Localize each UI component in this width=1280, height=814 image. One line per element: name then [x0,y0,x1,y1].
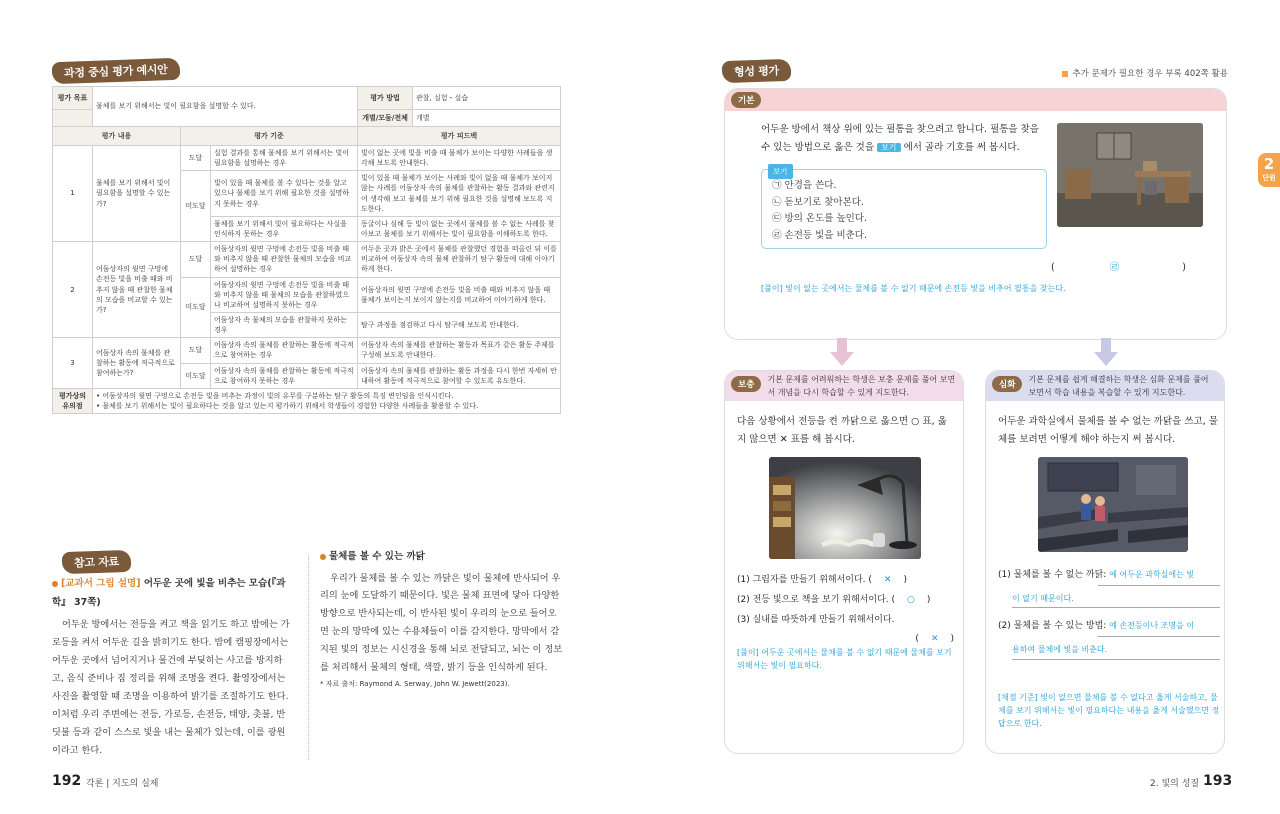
item-answer: ○ [907,594,915,605]
supplement-explanation: [풀이] 어두운 곳에서는 물체를 볼 수 없기 때문에 물체를 보기 위해서는 빛이 필요하다. [737,648,952,670]
basic-explanation: [풀이] 빛이 없는 곳에서는 물체를 볼 수 없기 때문에 손전등 빛을 비추어 필통을 찾는다. [761,284,1066,293]
supplement-box [724,370,964,754]
science-room-image [1038,457,1188,552]
col-criteria: 평가 기준 [181,127,358,146]
advanced-q2 [998,618,1220,635]
unit-number: 2 [1263,155,1275,173]
row-feedback: 어두운 곳과 밝은 곳에서 물체를 관찰했던 경험을 떠올린 뒤 이를 비교하여 어둠상자 속의 물체 관찰하기 탐구 활동에 대해 이야기하게 한다. [358,242,561,277]
supplement-desc: 기본 문제를 어려워하는 학생은 보충 문제를 풀어 보면서 개념을 다시 학습할 수 있게 지도한다. [767,375,956,397]
caution-text: • 어둠상자의 윗면 구멍으로 손전등 빛을 비추는 과정이 빛의 유무를 구분하는 탐구 활동의 특징 변인임을 인식시킨다. • 물체를 보기 위해서는 빛이 필요하다는 것을 알고 있는지 평가하기 위해서 학생들이 경험한 다양한 사례들을 활용할 수 있다. [93,388,561,413]
advanced-q1 [998,567,1220,584]
ref-item2-body: 우리가 물체를 볼 수 있는 까닭은 빛이 물체에 반사되어 우리의 눈에 도달하기 때문이다. 빛은 물체 표면에 닿아 다양한 방향으로 반사되는데, 이 반사된 빛이 우리의 눈으로 들어오면 눈의 망막에 있는 수용체들이 이를 감지한다. 망막에서 감지된 빛의 정보는 시신경을 통해 뇌로 전달되고, 뇌는 이 정보를 처리해서 물체의 형태, 색깔, 밝기 등을 인식하게 된다. [320,572,563,674]
paren-open: ( [1051,262,1055,273]
goal-label: 평가 목표 [53,87,93,110]
row-criteria: 어둠상자 속의 물체를 관찰하는 활동에 적극적으로 참여하지 못하는 경우 [211,363,358,388]
row-feedback: 어둠상자 속의 물체를 관찰하는 활동과 목표가 같은 활동 주제를 구성해 보도록 안내한다. [358,338,561,363]
row-content: 물체를 보기 위해서 빛이 필요함을 설명할 수 있는가? [93,146,181,242]
bogi-option: ㉢ 방의 온도를 높인다. [772,213,867,225]
row-feedback: 동굴이나 심해 등 빛이 없는 곳에서 물체를 볼 수 없는 사례를 찾아보고 물체를 보기 위해서는 빛이 필요함을 이해하도록 한다. [358,216,561,241]
q2-answer-b: 용하여 물체에 빛을 비춘다. [1012,645,1108,655]
section-title-reference: 참고 자료 [62,550,132,574]
dark-room-image [1057,123,1203,227]
ref-source: * 자료 출처: Raymond A. Serway, John W. Jewett(2023). [320,680,510,689]
bullet-icon [52,581,58,587]
q2-answer-a: 예 손전등이나 조명을 이 [1109,621,1195,631]
answer-line [1012,658,1220,660]
supplement-item [737,571,962,591]
reference-col-2 [320,548,565,690]
q1-answer-a: 예 어두운 과학실에는 빛 [1109,570,1195,579]
q2-label: (2) 물체를 볼 수 있는 방법: [998,621,1107,632]
row-level: 도달 [181,146,211,171]
basic-answer [1051,259,1191,277]
supplement-items [737,571,962,650]
row-level: 미도달 [181,171,211,242]
method-label: 평가 방법 [358,87,413,110]
row-level: 도달 [181,242,211,277]
section-title-assessment: 과정 중심 평가 예시안 [52,58,180,84]
item-text: (2) 전등 빛으로 책을 보기 위해서이다. ( [737,594,896,605]
bullet-icon [320,554,326,560]
row-level: 미도달 [181,277,211,338]
ref-item1-body: 어두운 방에서는 전등을 켜고 책을 읽기도 하고 밤에는 가로등을 켜서 어두운 길을 밝히기도 한다. 밤에 캠핑장에서는 어두운 곳에서 넘어지거나 물건에 부딪히는 사고를 방지하고, 음식 준비나 짐 정리를 위해 조명을 켠다. 촬영장에서는 사진을 촬영할 때 조명을 이용하여 밝기를 조절하기도 한다. 이처럼 우리 주변에는 전등, 가로등, 손전등, 태양, 촛불, 반딧불 등과 같이 스스로 빛을 내는 물체가 있는데, 이를 광원이라고 한다. [52,619,290,756]
page-number: 193 [1203,773,1233,789]
row-level: 도달 [181,338,211,363]
supplement-bar [725,371,963,401]
caution-item: 어둠상자의 윗면 구멍으로 손전등 빛을 비추는 과정이 빛의 유무를 구분하는 탐구 활동의 특징 변인임을 인식시킨다. [102,391,454,400]
item-text: (1) 그림자를 만들기 위해서이다. ( [737,575,872,585]
row-content: 어둠상자의 윗면 구멍에 손전등 빛을 비출 때와 비추지 않을 때 관찰한 물체의 모습을 비교할 수 있는가? [93,242,181,338]
caution-item: 물체를 보기 위해서는 빛이 필요하다는 것을 알고 있는지 평가하기 위해서 학생들이 경험한 다양한 사례들을 활용할 수 있다. [102,401,479,410]
bogi-inline-tag: 보기 [877,143,900,152]
unit-tab [1258,153,1280,187]
column-divider [308,555,309,760]
group-value: 개별 [413,110,561,127]
table-row [53,242,561,277]
basic-bar [725,89,1226,111]
ref-item2-title: 물체를 볼 수 있는 까닭 [329,551,425,562]
unit-label: 단원 [1262,174,1276,182]
supplement-question: 다음 상황에서 전등을 켠 까닭으로 옳으면 ○ 표, 옳지 않으면 ✕ 표를 해 봅시다. [737,416,947,445]
item-text: (3) 실내를 따뜻하게 만들기 위해서이다. [737,614,895,625]
paren-close: ) [950,634,954,645]
group-label: 개별/모둠/전체 [358,110,413,127]
q1-label: (1) 물체를 볼 수 없는 까닭: [998,570,1107,580]
row-feedback: 빛이 있을 때 물체가 보이는 사례와 빛이 없을 때 물체가 보이지 않는 사례를 어둠상자 속의 물체를 관찰하는 활동 결과와 관련지어 생각해 보고 물체를 보기 위해 필요한 것을 설명해 보도록 지도한다. [358,171,561,217]
basic-pill: 기본 [731,92,761,108]
basic-question [761,121,1051,156]
arrow-down-icon [830,338,854,366]
item-close: ) [903,575,907,585]
bogi-box [761,169,1047,249]
basic-answer-value: ㉣ [1109,262,1120,273]
ref-item2-head [320,548,565,567]
item-answer: ✕ [930,634,939,645]
row-criteria: 실험 결과를 통해 물체를 보기 위해서는 빛이 필요함을 설명하는 경우 [211,146,358,171]
basic-question-a: 어두운 방에서 책상 위에 있는 필통을 찾으려고 합니다. 필통을 찾을 수 있는 방법으로 옳은 것을 [761,124,1039,153]
advanced-criteria: [채점 기준] 빛이 없으면 물체를 볼 수 없다고 옳게 서술하고, 물체를 보기 위해서는 빛이 필요하다는 내용을 옳게 서술했으면 정답으로 한다. [998,693,1220,729]
ref-item1-title: 어두운 곳에 빛을 비추는 모습(『과학』 37쪽) [52,578,286,608]
table-row [53,338,561,363]
advanced-pill: 심화 [992,376,1022,392]
row-criteria: 빛이 있을 때 물체를 볼 수 있다는 것을 알고 있으나 물체를 보기 위해 필요한 것을 설명하지 못하는 경우 [211,171,358,217]
item-close: ) [926,594,931,605]
goal-text: 물체를 보기 위해서는 빛이 필요함을 설명할 수 있다. [93,87,358,127]
arrow-down-icon [1094,338,1118,366]
item-answer: ✕ [883,575,892,585]
row-num: 3 [53,338,93,389]
paren-open: ( [915,634,919,645]
top-note [1062,67,1228,79]
row-criteria: 어둠상자 속의 물체를 관찰하는 활동에 적극적으로 참여하는 경우 [211,338,358,363]
ref-item1-head [52,575,292,612]
answer-line [1098,635,1220,637]
lamp-illustration [769,457,921,559]
row-num: 1 [53,146,93,242]
row-feedback: 어둠상자의 윗면 구멍에 손전등 빛을 비출 때와 비추지 않을 때 물체가 보이는지 보이지 않는지를 비교하여 이야기하게 한다. [358,277,561,312]
advanced-answers [998,567,1220,660]
paren-close: ) [1182,262,1187,273]
supplement-item [737,591,962,611]
method-value: 관찰, 실험・실습 [413,87,561,110]
row-level: 미도달 [181,363,211,388]
row-num: 2 [53,242,93,338]
advanced-box [985,370,1225,754]
footer-text: 2. 빛의 성질 [1150,779,1200,789]
supplement-item [737,611,962,631]
dark-room-illustration [1057,123,1203,227]
caution-row [53,388,561,413]
top-note-text: 추가 문제가 필요한 경우 부록 402쪽 활용 [1072,69,1228,79]
answer-line [1098,584,1220,586]
row-content: 어둠상자 속의 물체를 관찰하는 활동에 적극적으로 참여하는가? [93,338,181,389]
table-row [53,146,561,171]
caution-label: 평가상의 유의점 [53,388,93,413]
q1-answer-b: 이 없기 때문이다. [1012,593,1074,603]
lamp-image [769,457,921,559]
square-bullet-icon [1062,71,1068,77]
advanced-bar [986,371,1224,401]
col-feedback: 평가 피드백 [358,127,561,146]
page-number: 192 [52,773,82,789]
supplement-pill: 보충 [731,376,761,392]
row-feedback: 어둠상자 속의 물체를 관찰하는 활동 과정을 다시 한번 자세히 안내하여 활동에 적극적으로 참여할 수 있도록 유도한다. [358,363,561,388]
row-criteria: 물체를 보기 위해서 빛이 필요하다는 사실을 인식하지 못하는 경우 [211,216,358,241]
bogi-option: ㉣ 손전등 빛을 비춘다. [772,229,867,241]
bogi-option: ㉠ 안경을 쓴다. [772,180,837,191]
col-content: 평가 내용 [53,127,181,146]
basic-question-box [724,88,1227,340]
row-criteria: 어둠상자의 윗면 구멍에 손전등 빛을 비출 때와 비추지 않을 때 물체의 모습을 관찰하였으나 비교하여 설명하지 못하는 경우 [211,277,358,312]
ref-item1-prefix: [교과서 그림 설명] [61,578,141,589]
reference-col-1 [52,575,292,760]
row-criteria: 어둠상자 속 물체의 모습을 관찰하지 못하는 경우 [211,312,358,337]
advanced-desc: 기본 문제를 쉽게 해결하는 학생은 심화 문제를 풀어 보면서 학습 내용을 복습할 수 있게 지도한다. [1028,375,1209,397]
assessment-table [52,86,561,414]
row-feedback: 탐구 과정을 점검하고 다시 탐구해 보도록 안내한다. [358,312,561,337]
footer-text: 각론 | 지도의 실제 [86,779,159,789]
row-criteria: 어둠상자의 윗면 구멍에 손전등 빛을 비출 때와 비추지 않을 때 관찰한 물체의 모습을 비교하여 설명하는 경우 [211,242,358,277]
science-room-illustration [1038,457,1188,552]
bogi-option: ㉡ 돋보기로 찾아본다. [772,196,864,208]
answer-line [1012,606,1220,608]
goal-label-cont [53,110,93,127]
section-title-formative: 형성 평가 [722,59,792,83]
advanced-question: 어두운 과학실에서 물체를 볼 수 없는 까닭을 쓰고, 물체를 보려면 어떻게 해야 하는지 써 봅시다. [998,416,1218,445]
basic-question-b: 에서 골라 기호를 써 봅시다. [903,141,1020,153]
bogi-label: 보기 [768,164,793,179]
row-feedback: 빛이 없는 곳에 빛을 비출 때 물체가 보이는 다양한 사례들을 생각해 보도록 안내한다. [358,146,561,171]
